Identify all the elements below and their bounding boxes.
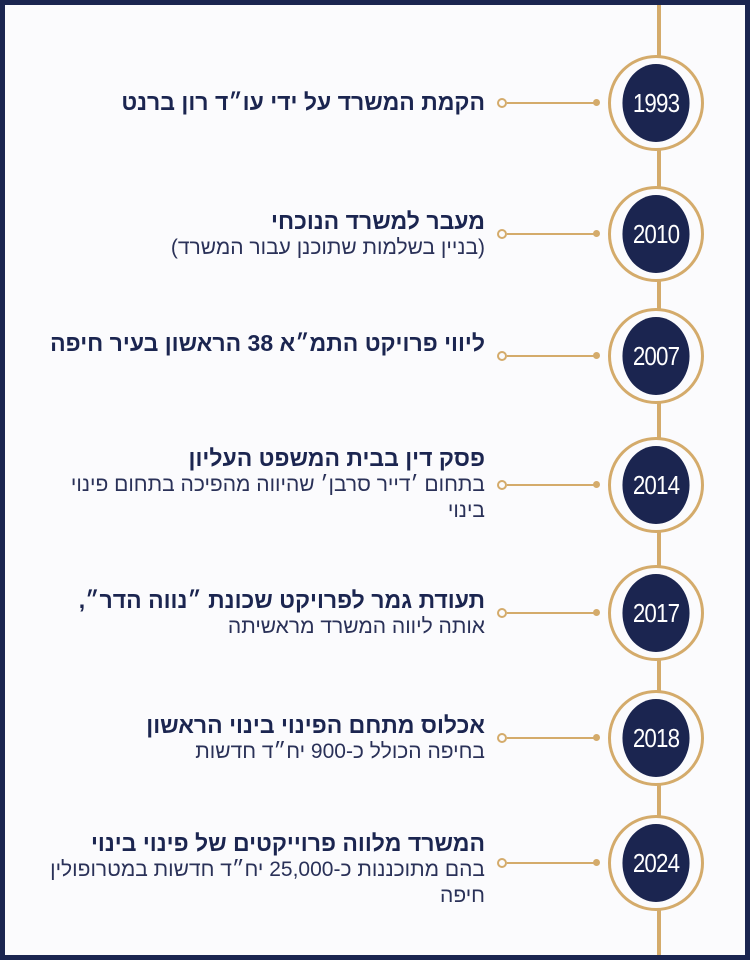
entry-title: אכלוס מתחם הפינוי בינוי הראשון xyxy=(146,712,485,738)
year-node xyxy=(608,308,704,404)
entry-text xyxy=(35,712,485,765)
entry-text xyxy=(35,330,485,357)
connector-line xyxy=(507,737,597,739)
entry-subtitle: בתחום ׳דייר סרבן׳ שהיווה מהפיכה בתחום פינוי בינוי xyxy=(70,473,485,522)
year-label: 1993 xyxy=(622,64,689,142)
connector-end-dot xyxy=(497,98,507,108)
entry-subtitle: בהם מתוכננות כ-25,000 יח״ד חדשות במטרופולין חיפה xyxy=(50,858,485,907)
entry-text xyxy=(35,830,485,909)
connector-start-dot xyxy=(593,609,600,616)
connector-start-dot xyxy=(593,481,600,488)
year-label: 2010 xyxy=(622,195,689,273)
connector-end-dot xyxy=(497,480,507,490)
year-label: 2014 xyxy=(622,446,689,524)
entry-title: תעודת גמר לפרויקט שכונת ״נווה הדר״, xyxy=(78,587,485,613)
timeline-frame xyxy=(5,5,745,955)
entry-title: ליווי פרויקט התמ״א 38 הראשון בעיר חיפה xyxy=(50,330,485,356)
entry-subtitle: בחיפה הכולל כ-900 יח״ד חדשות xyxy=(195,740,485,763)
entry-title: מעבר למשרד הנוכחי xyxy=(271,208,485,234)
entry-text xyxy=(35,208,485,261)
year-node xyxy=(608,437,704,533)
year-node xyxy=(608,186,704,282)
connector-end-dot xyxy=(497,608,507,618)
year-node xyxy=(608,690,704,786)
entry-title: פסק דין בבית המשפט העליון xyxy=(188,445,485,471)
connector-start-dot xyxy=(593,230,600,237)
year-label: 2018 xyxy=(622,699,689,777)
connector-start-dot xyxy=(593,352,600,359)
connector-start-dot xyxy=(593,859,600,866)
connector-line xyxy=(507,102,597,104)
entry-text xyxy=(35,89,485,116)
entry-subtitle: אותה ליווה המשרד מראשיתה xyxy=(227,615,485,638)
entry-title: הקמת המשרד על ידי עו״ד רון ברנט xyxy=(121,89,485,115)
year-label: 2017 xyxy=(622,574,689,652)
entry-title: המשרד מלווה פרוייקטים של פינוי בינוי xyxy=(90,830,485,856)
year-node xyxy=(608,565,704,661)
connector-line xyxy=(507,233,597,235)
connector-line xyxy=(507,862,597,864)
year-label: 2024 xyxy=(622,824,689,902)
connector-line xyxy=(507,355,597,357)
year-label: 2007 xyxy=(622,317,689,395)
connector-start-dot xyxy=(593,99,600,106)
year-node xyxy=(608,815,704,911)
connector-end-dot xyxy=(497,858,507,868)
entry-subtitle: (בניין בשלמות שתוכנן עבור המשרד) xyxy=(170,236,485,259)
connector-end-dot xyxy=(497,229,507,239)
connector-start-dot xyxy=(593,734,600,741)
connector-line xyxy=(507,612,597,614)
entry-text xyxy=(35,587,485,640)
connector-line xyxy=(507,484,597,486)
year-node xyxy=(608,55,704,151)
connector-end-dot xyxy=(497,351,507,361)
connector-end-dot xyxy=(497,733,507,743)
entry-text xyxy=(35,445,485,524)
